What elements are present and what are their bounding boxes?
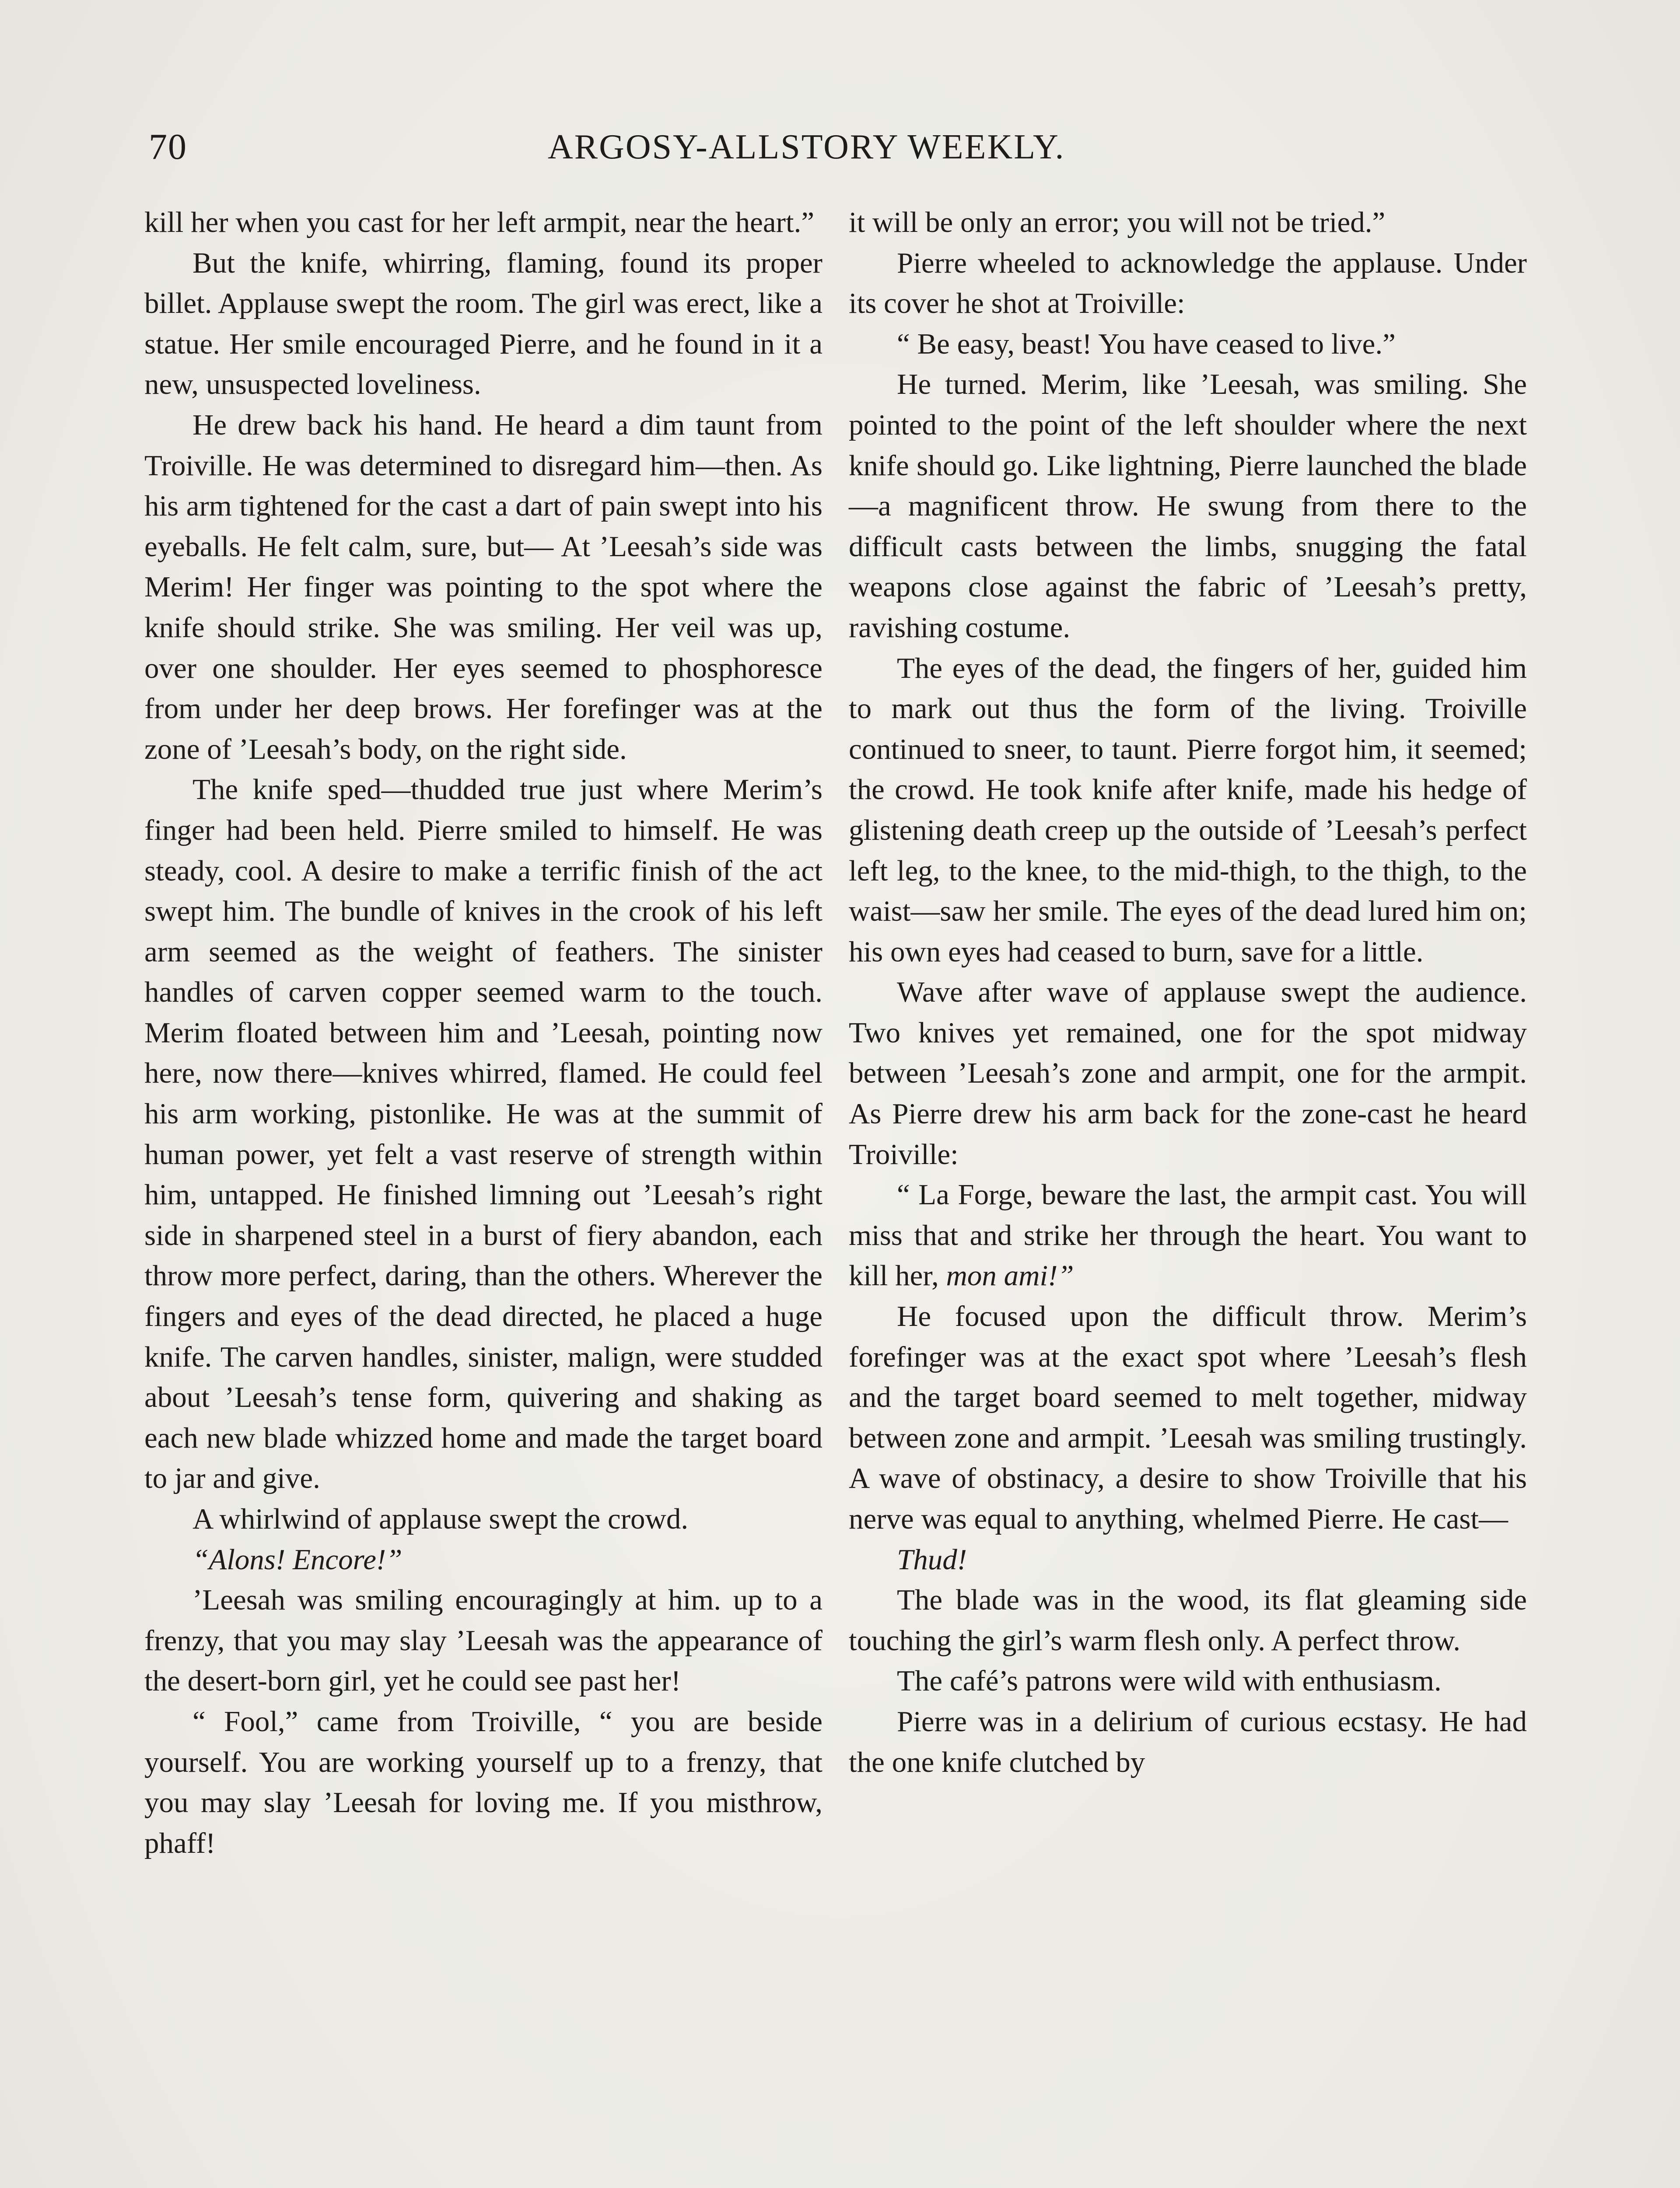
paragraph: [849, 1539, 1527, 1580]
running-title: ARGOSY-ALLSTORY WEEKLY.: [548, 128, 1065, 166]
paragraph: [144, 202, 822, 243]
paragraph-text: “ Be easy, beast! You have ceased to live.”: [897, 327, 1396, 360]
paragraph: [849, 1661, 1527, 1701]
paragraph: [144, 1499, 822, 1539]
paragraph-text: The blade was in the wood, its flat gleaming side touching the girl’s warm flesh only. A perfect throw.: [849, 1584, 1527, 1657]
paragraph: [144, 405, 822, 769]
paragraph-text: The eyes of the dead, the fingers of her, guided him to mark out thus the form of the living. Troiville continued to sneer, to taunt. Pierre forgot him, it seemed; the crowd. He took knife after knife, made his hedge of glistening death creep up the outside of ’Leesah’s perfect left leg, to the knee, to the mid-thigh, to the thigh, to the waist—saw her smile. The eyes of the dead lured him on; his own eyes had ceased to burn, save for a little.: [849, 652, 1527, 968]
paragraph-text: Pierre was in a delirium of curious ecstasy. He had the one knife clutched by: [849, 1705, 1527, 1778]
right-column: [849, 202, 1527, 1782]
paragraph: [849, 1701, 1527, 1782]
paragraph: [849, 202, 1527, 243]
paragraph: [849, 324, 1527, 365]
paragraph: [849, 243, 1527, 324]
paragraph: [849, 1296, 1527, 1539]
paragraph: [849, 364, 1527, 648]
paragraph-text: Pierre wheeled to acknowledge the applause. Under its cover he shot at Troiville:: [849, 246, 1527, 320]
paragraph: [144, 1701, 822, 1863]
paragraph: [144, 1539, 822, 1580]
paragraph-text: it will be only an error; you will not be tried.”: [849, 206, 1386, 238]
paragraph-text: A whirlwind of applause swept the crowd.: [192, 1503, 689, 1535]
paragraph-italic-text: mon ami!”: [946, 1259, 1074, 1292]
paragraph-text: But the knife, whirring, flaming, found its proper billet. Applause swept the room. The girl was erect, like a statue. Her smile encouraged Pierre, and he found in it a new, unsuspected loveliness.: [144, 246, 822, 401]
paragraph: [849, 1175, 1527, 1296]
paragraph-text: He focused upon the difficult throw. Merim’s forefinger was at the exact spot where ’Leesah’s flesh and the target board seemed to melt together, midway between zone and armpit. ’Leesah was smiling trustingly. A wave of obstinacy, a desire to show Troiville that his nerve was equal to anything, whelmed Pierre. He cast—: [849, 1300, 1527, 1535]
paragraph: [849, 648, 1527, 972]
paragraph-text: He drew back his hand. He heard a dim taunt from Troiville. He was determined to disregard him—then. As his arm tightened for the cast a dart of pain swept into his eyeballs. He felt calm, sure, but— At ’Leesah’s side was Merim! Her finger was pointing to the spot where the knife should strike. She was smiling. Her veil was up, over one shoulder. Her eyes seemed to phosphoresce from under her deep brows. Her forefinger was at the zone of ’Leesah’s body, on the right side.: [144, 408, 822, 765]
page-number: 70: [149, 126, 187, 167]
paragraph-text: The knife sped—thudded true just where Merim’s finger had been held. Pierre smiled to himself. He was steady, cool. A desire to make a terrific finish of the act swept him. The bundle of knives in the crook of his left arm seemed as the weight of feathers. The sinister handles of carven copper seemed warm to the touch. Merim floated between him and ’Leesah, pointing now here, now there—knives whirred, flamed. He could feel his arm working, pistonlike. He was at the summit of human power, yet felt a vast reserve of strength within him, untapped. He finished limning out ’Leesah’s right side in sharpened steel in a burst of fiery abandon, each throw more perfect, daring, than the others. Wherever the fingers and eyes of the dead directed, he placed a huge knife. The carven handles, sinister, malign, were studded about ’Leesah’s tense form, quivering and shaking as each new blade whizzed home and made the target board to jar and give.: [144, 773, 822, 1495]
paragraph: [849, 972, 1527, 1175]
paragraph-text: Wave after wave of applause swept the audience. Two knives yet remained, one for the spot midway between ’Leesah’s zone and armpit, one for the armpit. As Pierre drew his arm back for the zone-cast he heard Troiville:: [849, 976, 1527, 1171]
paragraph-text: Thud!: [897, 1543, 967, 1576]
paragraph-text: The café’s patrons were wild with enthusiasm.: [897, 1665, 1442, 1697]
paragraph-text: “ La Forge, beware the last, the armpit cast. You will miss that and strike her through the heart. You want to kill her,: [849, 1178, 1527, 1292]
paragraph-text: “Alons! Encore!”: [192, 1543, 402, 1576]
paragraph-text: “ Fool,” came from Troiville, “ you are beside yourself. You are working yourself up to a frenzy, that you may slay ’Leesah for loving me. If you misthrow, phaff!: [144, 1705, 822, 1859]
paragraph-text: He turned. Merim, like ’Leesah, was smiling. She pointed to the point of the left shoulder where the next knife should go. Like lightning, Pierre launched the blade—a magnificent throw. He swung from there to the difficult casts between the limbs, snugging the fatal weapons close against the fabric of ’Leesah’s pretty, ravishing costume.: [849, 368, 1527, 644]
paragraph: [849, 1580, 1527, 1661]
paragraph: [144, 243, 822, 405]
left-column: [144, 202, 822, 1863]
page-header: [149, 125, 1527, 178]
paragraph: [144, 769, 822, 1499]
paragraph-text: kill her when you cast for her left armpit, near the heart.”: [144, 206, 815, 238]
paragraph-text: ’Leesah was smiling encouragingly at him. up to a frenzy, that you may slay ’Leesah was the appearance of the desert-born girl, yet he could see past her!: [144, 1584, 822, 1697]
paragraph: [144, 1580, 822, 1701]
